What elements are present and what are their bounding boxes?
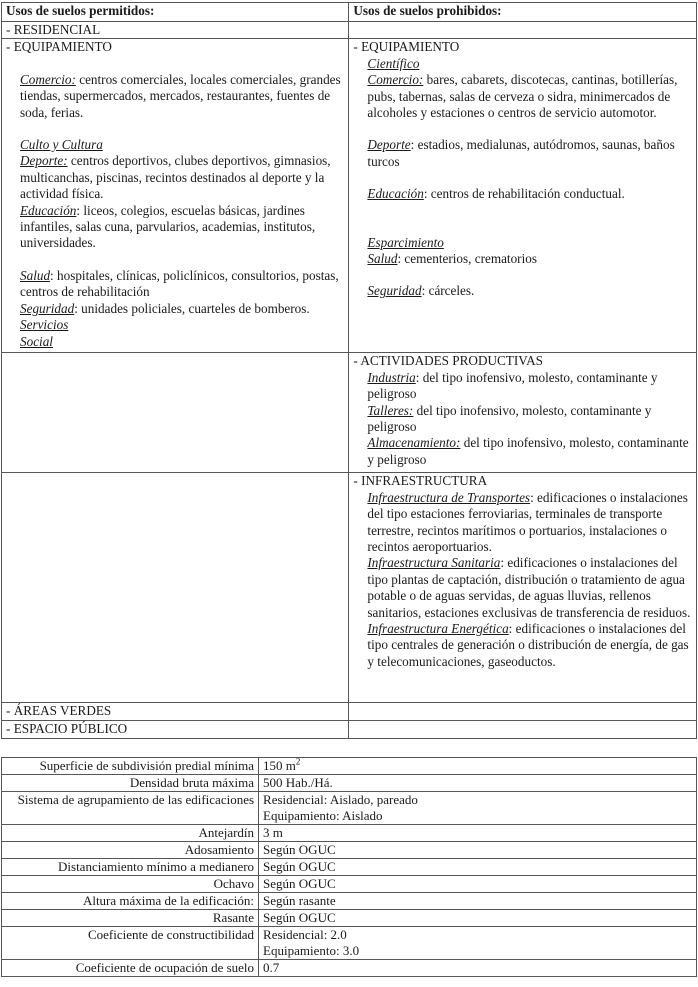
category-text: : centros de rehabilitación conductual. (423, 186, 625, 202)
parameter-name: Altura máxima de la edificación: (2, 893, 259, 910)
parameter-row (2, 927, 697, 960)
category-text: : del tipo inofensivo, molesto, contaminante y peligroso (367, 369, 658, 402)
parameter-row (2, 842, 697, 859)
parameter-row (2, 792, 697, 825)
category-label: Infraestructura Sanitaria (367, 555, 501, 571)
header-row (2, 3, 697, 22)
category-label: Salud (20, 267, 51, 283)
parameter-row (2, 859, 697, 876)
category-label: Seguridad (367, 283, 422, 299)
permitted-educacion (6, 203, 344, 252)
permitted-deporte (6, 153, 344, 202)
category-text: centros deportivos, clubes deportivos, gimnasios, multicanchas, piscinas, recintos destinados al deporte y la actividad física. (20, 153, 331, 202)
infraestructura-title: - INFRAESTRUCTURA (353, 473, 488, 489)
category-label: Culto y Cultura (20, 137, 103, 153)
category-text: : edificaciones o instalaciones del tipo plantas de captación, distribución o tratamiento de agua potable o de aguas servidas, de aguas lluvias, rellenos sanitarios, estaciones exclusivas de transferencia de residuos. (367, 555, 691, 620)
parameter-name: Sistema de agrupamiento de las edificaciones (2, 792, 259, 825)
prohibited-comercio (353, 72, 692, 121)
residencial-row (2, 22, 697, 39)
value-text: 150 m (263, 758, 296, 773)
category-label: Deporte (367, 137, 411, 153)
category-text: : unidades policiales, cuarteles de bomberos. (74, 300, 310, 316)
residencial-label: - RESIDENCIAL (2, 22, 349, 39)
parameter-row (2, 758, 697, 775)
parameter-value (259, 792, 697, 825)
parameter-value (259, 910, 697, 927)
value-text: Según rasante (263, 893, 336, 908)
parameter-value (259, 775, 697, 792)
permitted-salud (6, 268, 344, 301)
category-label: Esparcimiento (367, 234, 444, 250)
prohibited-educacion (353, 186, 692, 202)
value-text: Residencial: Aislado, pareado (263, 792, 418, 807)
parameter-name: Antejardín (2, 825, 259, 842)
espacio-publico-row (2, 721, 697, 739)
category-text: : edificaciones o instalaciones del tipo estaciones ferroviarias, terminales de transporte terrestre, recintos marítimos o portuarios, instalaciones o recintos aeroportuarios. (367, 489, 688, 555)
permitted-header: Usos de suelos permitidos: (2, 3, 349, 22)
category-label: Industria (367, 369, 416, 385)
value-text-secondary: Equipamiento: 3.0 (263, 943, 360, 958)
areas-verdes-row (2, 703, 697, 721)
category-label: Seguridad (20, 300, 75, 316)
parameter-name: Superficie de subdivisión predial mínima (2, 758, 259, 775)
prohibited-sanitaria (353, 555, 692, 621)
parameter-value (259, 842, 697, 859)
equipamiento-row (2, 39, 697, 353)
parameter-row (2, 775, 697, 792)
land-uses-table (1, 2, 697, 739)
parameter-name: Adosamiento (2, 842, 259, 859)
value-text: Según OGUC (263, 842, 336, 857)
category-label: Científico (367, 55, 420, 71)
parameter-row (2, 876, 697, 893)
parameter-value (259, 758, 697, 775)
parameter-name: Coeficiente de ocupación de suelo (2, 960, 259, 977)
prohibited-seguridad (353, 283, 692, 299)
category-label: Almacenamiento: (367, 435, 461, 451)
category-label: Servicios (20, 317, 69, 333)
category-text: del tipo inofensivo, molesto, contaminante y peligroso (367, 402, 652, 435)
prohibited-deporte (353, 137, 692, 170)
category-label: Comercio: (367, 72, 424, 88)
category-label: Talleres: (367, 402, 414, 418)
category-text: : cementerios, crematorios (397, 251, 537, 267)
value-text-secondary: Equipamiento: Aislado (263, 808, 383, 823)
prohibited-industria (353, 370, 692, 403)
parameter-name: Coeficiente de constructibilidad (2, 927, 259, 960)
value-text: 3 m (263, 825, 283, 840)
value-text: Según OGUC (263, 859, 336, 874)
value-text: 500 Hab./Há. (263, 775, 333, 790)
prohibited-almacenamiento (353, 435, 692, 468)
parameter-row (2, 910, 697, 927)
category-label: Infraestructura de Transportes (367, 489, 531, 505)
actividades-row (2, 353, 697, 473)
value-text: Según OGUC (263, 876, 336, 891)
empty-cell (349, 703, 697, 721)
parameter-name: Rasante (2, 910, 259, 927)
category-text: centros comerciales, locales comerciales, grandes tiendas, supermercados, mercados, restaurantes, fuentes de soda, ferias. (20, 71, 341, 120)
prohibited-actividades-cell (349, 353, 697, 473)
category-text: : hospitales, clínicas, policlínicos, consultorios, postas, centros de rehabilitación (20, 267, 339, 300)
prohibited-talleres (353, 403, 692, 436)
parameter-name: Distanciamiento mínimo a medianero (2, 859, 259, 876)
prohibited-header: Usos de suelos prohibidos: (349, 3, 697, 22)
value-text: 0.7 (263, 960, 280, 975)
value-text: Residencial: 2.0 (263, 927, 347, 942)
equipamiento-title: - EQUIPAMIENTO (353, 39, 460, 55)
parameter-value (259, 960, 697, 977)
permitted-seguridad (6, 301, 344, 317)
empty-cell (349, 22, 697, 39)
equipamiento-title: - EQUIPAMIENTO (6, 39, 112, 55)
category-text: : estadios, medialunas, autódromos, saunas, baños turcos (367, 137, 675, 169)
category-text: bares, cabarets, discotecas, cantinas, botillerías, pubs, tabernas, salas de cerveza o sidra, minimercados de alcoholes y estaciones o centros de servicio automotor. (367, 72, 678, 121)
espacio-publico-label: - ESPACIO PÚBLICO (2, 721, 349, 739)
parameter-row (2, 960, 697, 977)
category-label: Salud (367, 251, 398, 267)
parameter-name: Densidad bruta máxima (2, 775, 259, 792)
category-text: : liceos, colegios, escuelas básicas, jardines infantiles, salas cuna, parvularios, academias, institutos, universidades. (20, 202, 316, 251)
empty-cell (2, 353, 349, 473)
empty-cell (349, 721, 697, 739)
prohibited-energetica (353, 621, 692, 670)
areas-verdes-label: - ÁREAS VERDES (2, 703, 349, 721)
prohibited-esparcimiento (353, 235, 692, 251)
parameter-value (259, 825, 697, 842)
parameters-table (1, 757, 697, 977)
parameter-value (259, 893, 697, 910)
parameter-value (259, 859, 697, 876)
prohibited-cientifico (353, 56, 692, 72)
permitted-culto (6, 137, 344, 153)
permitted-comercio (6, 72, 344, 121)
category-label: Deporte: (20, 153, 68, 169)
parameter-value (259, 927, 697, 960)
prohibited-equipamiento-cell (349, 39, 697, 353)
category-text: del tipo inofensivo, molesto, contaminante y peligroso (367, 435, 689, 467)
prohibited-transportes (353, 490, 692, 556)
parameter-row (2, 893, 697, 910)
category-text: : cárceles. (421, 283, 475, 299)
actividades-title: - ACTIVIDADES PRODUCTIVAS (353, 353, 543, 369)
permitted-equipamiento-cell (2, 39, 349, 353)
superscript: 2 (295, 756, 301, 767)
prohibited-salud (353, 251, 692, 267)
infraestructura-row (2, 473, 697, 703)
prohibited-infraestructura-cell (349, 473, 697, 703)
category-label: Educación (367, 186, 424, 202)
empty-cell (2, 473, 349, 703)
value-text: Según OGUC (263, 910, 336, 925)
permitted-social (6, 334, 344, 350)
category-label: Infraestructura Energética (367, 621, 509, 637)
category-text: : edificaciones o instalaciones del tipo centrales de generación o distribución de energía, de gas y telecomunicaciones, gaseoductos. (367, 621, 689, 669)
parameter-name: Ochavo (2, 876, 259, 893)
parameter-row (2, 825, 697, 842)
parameter-value (259, 876, 697, 893)
category-label: Educación (20, 202, 77, 218)
permitted-servicios (6, 317, 344, 333)
category-label: Comercio: (20, 71, 76, 87)
category-label: Social (20, 333, 53, 349)
